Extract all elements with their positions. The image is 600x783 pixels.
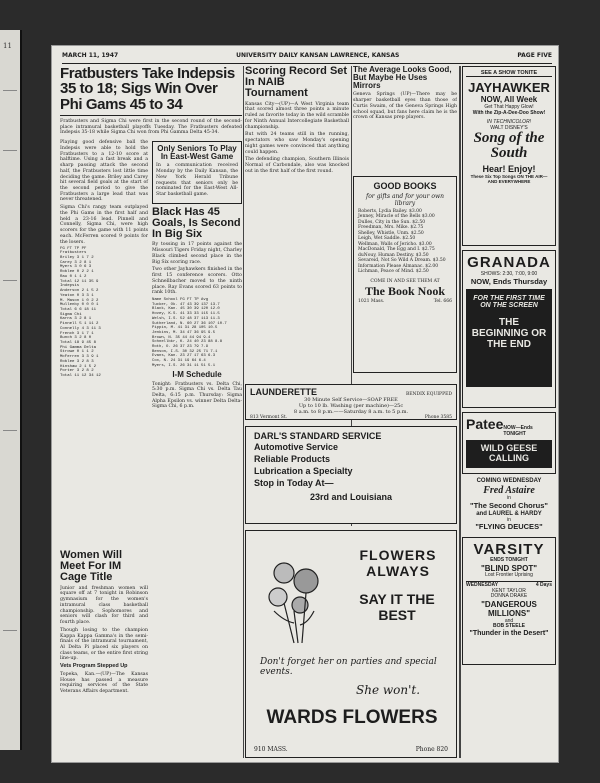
scoring-headline: Scoring Record Set In NAIB Tournament xyxy=(245,66,348,100)
varsity-wed: WEDNESDAY xyxy=(466,581,499,588)
book-item: Dulles, City in the Sun. $2.50 xyxy=(358,219,426,225)
books-come: COME IN AND SEE THEM AT xyxy=(370,278,440,284)
book-item: MacDonald, The Egg and I. $2.75 xyxy=(358,247,435,253)
boxscore-row: M. Mason 1 0 2 2 xyxy=(60,298,99,303)
vets-headline: Vets Program Stepped Up xyxy=(60,663,128,670)
flowers-phone: Phone 820 xyxy=(415,746,448,753)
varsity-film3: "Thunder in the Desert" xyxy=(469,630,549,638)
column-rule xyxy=(459,66,461,758)
jay-hits: These Six Top Songs ON THE AIR— AND EVERYWHERE xyxy=(470,174,548,184)
lead-para: Sigma Chi's rangy team outplayed the Phi Gams in the first half and held a 23-16 lead. Pinnell and Connelly, Sigma Chi, were high scorers for the game with 11 points each. McFerren scored 9 points for the losers. xyxy=(60,205,148,245)
book-item: Leigh, Wet Saddle. $2.50 xyxy=(358,236,416,242)
boxscore-cols: FG FT TP PF xyxy=(60,247,87,252)
coming-label: COMING WEDNESDAY xyxy=(476,478,542,484)
book-item: duNouy, Human Destiny. $3.50 xyxy=(358,252,429,258)
only-seniors-headline: Only Seniors To Play In East-West Game xyxy=(157,144,237,162)
coming-in: in xyxy=(507,495,511,502)
coming-in2: in xyxy=(507,516,511,523)
boxscore-row: Indepsis xyxy=(60,284,80,289)
hawks-headline: Black Has 45 Goals, Is Second In Big Six xyxy=(152,205,241,241)
coming-film: "The Second Chorus" xyxy=(470,501,548,511)
jay-song: Song of the South xyxy=(473,130,545,161)
boxscore-row: Roblee 3 2 8 3 xyxy=(60,359,94,364)
varsity-ends: ENDS TONIGHT xyxy=(490,557,528,564)
boxscore-row: Fratbusters xyxy=(60,251,87,256)
lead-para: Fratbusters and Sigma Chi were first in the second round of the second-place intramural basketball playoffs Tuesday. The Fratbusters defeated Indepsis 35-18 while Sigma Chi won from Phi Gamma Delta 45-34. xyxy=(60,118,242,136)
boxscore-row: Rau 0 1 1 2 xyxy=(60,274,87,279)
laundry-addr: 813 Vermont St. xyxy=(250,415,288,420)
scorers-row: Brown, N. 35 44 44 94 9.4 xyxy=(152,335,211,340)
hawks-para: Two other Jayhawkers finished in the first 15 conference scorers. Otto Schnellbacher moved to the ninth place. Ray Evans scored 63 points to rank 10th. xyxy=(152,267,242,296)
vets-para: Topeka, Kan.—(UP)—The Kansas House has passed a measure requiring services of the State Veterans Affairs department. xyxy=(60,671,148,695)
granada-film: THE BEGINNING OR THE END xyxy=(471,317,547,350)
movie-ads xyxy=(462,66,556,758)
darls-ad xyxy=(245,426,457,524)
varsity-days: 4 Days xyxy=(535,581,552,588)
books-sub: for gifts and for your own library xyxy=(365,193,445,207)
boxscore-row: Bunch 3 2 8 0 xyxy=(60,336,92,341)
lead-headline: Fratbusters Take Indepsis 35 to 18; Sigs Win Over Phi Gams 45 to 34 xyxy=(60,66,235,113)
books-title: GOOD BOOKS xyxy=(373,181,437,191)
flowers-t1: Don't forget her on parties and special events. xyxy=(260,657,437,677)
book-item: Shelley, Whistle, Unm. $2.50 xyxy=(358,230,424,236)
scorers-row: Hovey, K.S. 41 33 33 115 11.5 xyxy=(152,312,220,317)
boxscore-row: Total 11 12 34 12 xyxy=(60,374,101,378)
patee-now: NOW—Ends TONIGHT xyxy=(503,425,533,437)
book-item: Information Please Almanac. $2.00 xyxy=(358,263,439,269)
boxscore-row: Hinshaw 2 1 5 2 xyxy=(60,364,97,369)
launderette-ad xyxy=(245,384,457,420)
book-item: Lichman, Peace of Mind. $2.50 xyxy=(358,269,429,275)
boxscore-row: Phi Gamma Delta xyxy=(60,345,97,350)
darl-line: Stop in Today At— xyxy=(254,478,334,489)
only-seniors-para: In a communication received Monday by the Daily Kansan, the New York Herald Tribune requests that seniors only be nominated for the East-West All-Star basketball game. xyxy=(156,163,238,198)
jayhawker-title: JAYHAWKER xyxy=(468,80,550,95)
boxscore-row: French 3 1 7 1 xyxy=(60,331,94,336)
header-paper: UNIVERSITY DAILY KANSAN LAWRENCE, KANSAS xyxy=(236,52,400,59)
jay-glow: Get That Happy Glow! xyxy=(484,104,534,110)
book-item: Freedman, Mrs. Mike. $2.75 xyxy=(358,225,424,231)
laundry-line: Up to 10 lb. Washing (per machine)—25c xyxy=(298,403,404,409)
darl-line: Reliable Products xyxy=(254,454,331,465)
varsity-film2: "DANGEROUS MILLIONS" xyxy=(481,600,537,619)
varsity-film: "BLIND SPOT" xyxy=(480,564,538,574)
only-seniors-box xyxy=(152,141,242,204)
scorers-row: Evans, Kan. 23 27 17 63 6.3 xyxy=(152,354,216,359)
laundry-phone: Phone 3585 xyxy=(424,415,452,420)
darl-lines xyxy=(254,441,448,490)
boxscore-row: Total 6 6 18 11 xyxy=(60,307,97,312)
adjacent-page-edge: 11 xyxy=(0,30,22,750)
jay-zip: With the Zip-A-Dee-Doo Show! xyxy=(472,110,546,116)
women-para: Though losing to the champion Kappa Kappa Gamma's in the semi-finals of the intramural tournament, Al Delta Pi placed six players on class teams, or the entire first string line-up. xyxy=(60,627,148,662)
granada-title: GRANADA xyxy=(467,254,551,271)
schedule-para: Tonight: Fratbusters vs. Delta Chi, 5:30 p.m. Sigma Chi vs. Delta Tau Delta, 6:15 p.m. Thursday: Sigma Alpha Epsilon vs. winner Delta Delta-Sigma Chi, 6 p.m. xyxy=(152,381,242,410)
varsity-title: VARSITY xyxy=(473,541,545,559)
scorers-row: Myers, I.S. 26 31 11 51 5.1 xyxy=(152,363,216,368)
boxscore-row: Myers 3 0 6 3 xyxy=(60,265,92,270)
boxscore-row: Strowe 0 1 1 2 xyxy=(60,350,94,355)
varsity-ad xyxy=(462,537,556,665)
book-item: Jenney, Miracle of the Bells $3.00 xyxy=(358,214,435,220)
laundry-line: 8 a.m. to 8 p.m.——Saturday 8 a.m. to 5 p.m. xyxy=(293,409,409,415)
average-headline: The Average Looks Good, But Maybe He Uses Mirrors xyxy=(353,66,452,91)
average-para: Geneva Springs (UP)—There may be sharper basketball eyes than those of Curtis Swaim, of the Geneva Springs High school squad, but fans here claim he is the crown of Kansas prep players. xyxy=(353,92,457,121)
varsity-bob: BOB STEELE xyxy=(493,623,525,630)
boxscore-row: Carey 3 2 8 1 xyxy=(60,260,92,265)
boxscore-row: McFerren 3 3 9 1 xyxy=(60,355,99,360)
boxscore-row: Briley 3 1 7 2 xyxy=(60,256,94,261)
granada-shows: SHOWS: 2:30, 7:00, 9:00 xyxy=(480,271,538,277)
average-story xyxy=(353,66,457,184)
scoring-para: Kansas City—(UP)—A West Virginia team that scored almost three points a minute ruled as favorite today in the wild scramble for Ninth Annual Intercollegiate Basketball championship. xyxy=(245,101,349,130)
boxscore-row: Total 12 11 35 9 xyxy=(60,279,99,284)
scoring-para: But with 24 teams still in the running, spectators who saw Monday's opening night games were convinced that anything could happen. xyxy=(245,132,349,155)
patee-coming xyxy=(462,478,556,532)
women-para: Junior and freshman women will square off at 7 tonight in Robinson gymnasium for the women's intramural class basketball championship. Sophomores and seniors will clash for third and fourth place. xyxy=(60,585,148,626)
schedule-headline: I-M Schedule xyxy=(172,370,222,380)
books-tel: Tel. 666 xyxy=(433,298,452,304)
varsity-lost: Lost Frontier Uprising xyxy=(485,572,533,579)
scorers-row: Roth, O. 26 37 23 79 7.9 xyxy=(152,344,209,349)
scorers-row: Sutherland, N. 60 27 36 107 10.7 xyxy=(152,321,227,326)
scorers-row: Black, Kan. 45 30 39 120 12.0 xyxy=(152,307,220,312)
see-show: SEE A SHOW TONITE xyxy=(466,70,552,77)
scorers-row: Jenkins, M. 34 47 36 95 9.5 xyxy=(152,330,216,335)
scorers-row: Cox, N. 24 31 19 64 6.4 xyxy=(152,359,206,364)
boxscore-row: Karns 3 2 8 1 xyxy=(60,317,92,322)
jay-hear: Hear! Enjoy! xyxy=(482,164,536,174)
header-page: PAGE FIVE xyxy=(517,52,552,59)
book-item: Wellman, Walls of Jericho. $3.00 xyxy=(358,241,432,247)
scorers-row: Welsh, I.S. 52 48 37 113 11.3 xyxy=(152,316,220,321)
jay-tech: IN TECHNICOLOR! xyxy=(486,119,532,125)
wards-flowers-ad xyxy=(245,530,457,758)
coming-laurel: and LAUREL & HARDY xyxy=(476,510,542,517)
patee-ad xyxy=(462,412,556,474)
boxscore xyxy=(60,251,148,378)
women-headline: Women Will Meet For IM Cage Title xyxy=(60,549,123,584)
patee-film: WILD GEESE CALLING xyxy=(466,440,552,468)
varsity-and: and xyxy=(504,617,514,624)
book-nook-ad xyxy=(353,176,457,373)
darl-title: DARL'S STANDARD SERVICE xyxy=(254,431,382,441)
flowers-shop: WARDS FLOWERS xyxy=(266,707,438,728)
darl-line: Automotive Service xyxy=(254,442,339,452)
jay-now: NOW, All Week xyxy=(480,95,538,104)
granada-thru: NOW, Ends Thursday xyxy=(470,277,548,286)
boxscore-row: Anderson 2 1 5 2 xyxy=(60,289,99,294)
granada-ftt: FOR THE FIRST TIME ON THE SCREEN xyxy=(473,295,545,309)
boxscore-row: Roblee 0 2 2 1 xyxy=(60,270,94,275)
books-shop: The Book Nook xyxy=(364,283,446,298)
scorers-row: Name School FG FT TP Avg xyxy=(152,298,209,303)
granada-ad xyxy=(462,250,556,408)
coming-star: Fred Astaire xyxy=(483,484,535,496)
boxscore-row: Sigma Chi xyxy=(60,312,82,317)
books-list xyxy=(358,209,452,275)
book-item: Roberts, Lydia Bailey. $3.00 xyxy=(358,209,422,214)
flowers-addr: 910 MASS. xyxy=(254,746,288,753)
header-date: MARCH 11, 1947 xyxy=(62,52,119,59)
hawks-para: By tossing in 17 points against the Missouri Tigers Friday night, Charley Black climbed second place in the Big Six scoring race. xyxy=(152,242,242,265)
scoring-para: The defending champion, Southern Illinois Normal of Carbondale, also was knocked out in the first half of the first round. xyxy=(245,157,349,174)
jay-wd: WALT DISNEY'S xyxy=(490,125,528,131)
boxscore-row: Yeaton 0 3 3 1 xyxy=(60,293,94,298)
darl-addr: 23rd and Louisiana xyxy=(309,491,393,502)
jayhawker-ad xyxy=(462,66,556,246)
laundry-equip: BENDIX EQUIPPED xyxy=(405,392,452,397)
lead-story xyxy=(60,66,242,758)
boxscore-row: Total 18 9 45 8 xyxy=(60,340,97,345)
boxscore-row: Porter 3 2 8 2 xyxy=(60,369,94,374)
flowers-t2: She won't. xyxy=(356,683,421,697)
books-addr: 1021 Mass. xyxy=(358,298,385,304)
book-item: Sevareid, Not So Wild A Dream. $3.50 xyxy=(358,258,446,264)
lead-para: Playing good defensive ball the Indepsis were able to hold the Fratbusters to a 12-10 score at halftime. Using a fast break and a sharp passing attack the second half, the Fratbusters lost little time deciding the game. Briley and Carey hit several field goals at the start of the second period to give the Fratbusters a large lead that was never threatened. xyxy=(60,140,148,203)
newspaper-page xyxy=(52,46,558,762)
boxscore-row: Connelly 4 3 11 3 xyxy=(60,326,101,331)
scorers-table xyxy=(152,298,242,368)
boxscore-row: Mullenby 0 0 0 1 xyxy=(60,303,99,308)
flower-bouquet-icon xyxy=(254,551,340,647)
scorers-row: Pippin, M. 41 31 28 105 10.5 xyxy=(152,326,218,331)
flowers-l2: ALWAYS xyxy=(366,563,430,579)
column-rule xyxy=(243,66,244,758)
flowers-l1: FLOWERS xyxy=(359,547,437,563)
coming-film2: "FLYING DEUCES" xyxy=(475,522,543,532)
varsity-kent: KENT TAYLOR xyxy=(492,587,526,594)
scorers-row: Schnellbkr, K. 24 40 23 88 8.8 xyxy=(152,340,223,345)
darl-line: Lubrication a Specialty xyxy=(254,466,353,477)
scorers-row: Tucker, Ok. 47 43 39 137 13.7 xyxy=(152,302,220,307)
varsity-donna: DONNA DRAKE xyxy=(490,593,528,600)
boxscore-row: Pinnell 5 1 11 2 xyxy=(60,322,99,327)
scorers-row: Benson, I.S. 30 32 25 71 7.1 xyxy=(152,349,218,354)
flowers-l3: SAY IT THE BEST xyxy=(359,591,435,623)
page-header xyxy=(62,52,552,64)
laundry-line: 30 Minute Self Service—SOAP FREE xyxy=(304,397,398,403)
laundry-title: LAUNDERETTE xyxy=(250,387,317,397)
patee-title: Patee xyxy=(466,416,504,432)
